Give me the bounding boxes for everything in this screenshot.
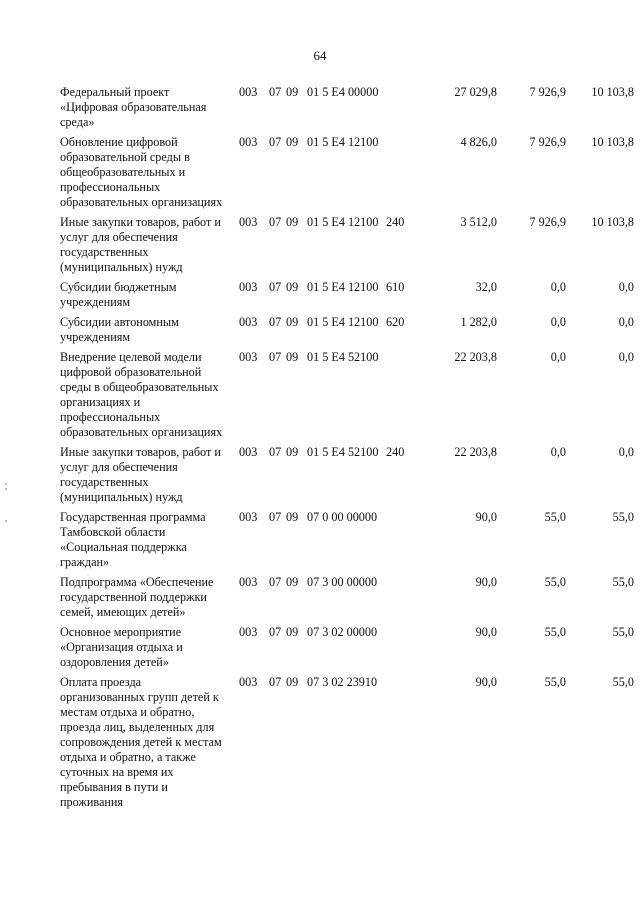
table-row bbox=[60, 445, 634, 505]
ved-code: 003 bbox=[239, 510, 258, 524]
ved-code: 003 bbox=[239, 675, 258, 689]
row-name: Подпрограмма «Обеспечение государственной поддержки семей, имеющих детей» bbox=[60, 575, 214, 619]
amount-year-1: 27 029,8 bbox=[454, 85, 497, 99]
row-name: Внедрение целевой модели цифровой образовательной среды в общеобразовательных организациях и профессиональных образовательных организациях bbox=[60, 350, 223, 439]
table-row bbox=[60, 315, 634, 345]
section-code: 07 bbox=[269, 675, 282, 689]
table-row bbox=[60, 215, 634, 275]
section-code: 07 bbox=[269, 215, 282, 229]
page-number: 64 bbox=[313, 48, 327, 63]
amount-year-3: 0,0 bbox=[618, 445, 634, 459]
target-article-code: 07 3 02 23910 bbox=[307, 675, 378, 689]
amount-year-1: 32,0 bbox=[475, 280, 497, 294]
amount-year-2: 0,0 bbox=[550, 315, 566, 329]
ved-code: 003 bbox=[239, 280, 258, 294]
target-article-code: 01 5 E4 12100 bbox=[307, 280, 379, 294]
amount-year-1: 1 282,0 bbox=[460, 315, 497, 329]
section-code: 07 bbox=[269, 575, 282, 589]
section-code: 07 bbox=[269, 350, 282, 364]
amount-year-2: 0,0 bbox=[550, 280, 566, 294]
ved-code: 003 bbox=[239, 135, 258, 149]
ved-code: 003 bbox=[239, 625, 258, 639]
subsection-code: 09 bbox=[286, 280, 299, 294]
subsection-code: 09 bbox=[286, 625, 299, 639]
table-row bbox=[60, 575, 634, 620]
amount-year-3: 10 103,8 bbox=[591, 135, 634, 149]
section-code: 07 bbox=[269, 280, 282, 294]
table-row bbox=[60, 280, 634, 310]
subsection-code: 09 bbox=[286, 315, 299, 329]
amount-year-2: 0,0 bbox=[550, 445, 566, 459]
row-name: Основное мероприятие «Организация отдыха и оздоровления детей» bbox=[60, 625, 183, 669]
target-article-code: 01 5 E4 12100 bbox=[307, 135, 379, 149]
amount-year-3: 0,0 bbox=[618, 280, 634, 294]
amount-year-1: 90,0 bbox=[475, 675, 497, 689]
amount-year-1: 4 826,0 bbox=[460, 135, 497, 149]
amount-year-1: 90,0 bbox=[475, 625, 497, 639]
subsection-code: 09 bbox=[286, 350, 299, 364]
amount-year-3: 0,0 bbox=[618, 315, 634, 329]
table-row bbox=[60, 85, 634, 130]
amount-year-2: 55,0 bbox=[544, 575, 566, 589]
amount-year-1: 90,0 bbox=[475, 575, 497, 589]
amount-year-3: 55,0 bbox=[612, 510, 634, 524]
subsection-code: 09 bbox=[286, 85, 299, 99]
ved-code: 003 bbox=[239, 315, 258, 329]
table-row bbox=[60, 625, 634, 670]
target-article-code: 07 0 00 00000 bbox=[307, 510, 378, 524]
target-article-code: 01 5 E4 12100 bbox=[307, 315, 379, 329]
table-row bbox=[60, 350, 634, 440]
margin-mark bbox=[5, 483, 7, 485]
table-row bbox=[60, 135, 634, 210]
row-name: Субсидии бюджетным учреждениям bbox=[60, 280, 177, 309]
target-article-code: 07 3 00 00000 bbox=[307, 575, 378, 589]
expense-type-code: 240 bbox=[386, 445, 405, 459]
amount-year-3: 10 103,8 bbox=[591, 215, 634, 229]
amount-year-2: 55,0 bbox=[544, 625, 566, 639]
subsection-code: 09 bbox=[286, 445, 299, 459]
amount-year-3: 55,0 bbox=[612, 625, 634, 639]
ved-code: 003 bbox=[239, 215, 258, 229]
subsection-code: 09 bbox=[286, 510, 299, 524]
amount-year-3: 55,0 bbox=[612, 675, 634, 689]
row-name: Обновление цифровой образовательной среды в общеобразовательных и профессиональных образовательных организациях bbox=[60, 135, 223, 209]
margin-mark bbox=[5, 520, 7, 522]
margin-mark bbox=[5, 488, 7, 490]
subsection-code: 09 bbox=[286, 575, 299, 589]
section-code: 07 bbox=[269, 510, 282, 524]
ved-code: 003 bbox=[239, 445, 258, 459]
amount-year-2: 55,0 bbox=[544, 675, 566, 689]
subsection-code: 09 bbox=[286, 675, 299, 689]
ved-code: 003 bbox=[239, 350, 258, 364]
table-row bbox=[60, 675, 634, 810]
row-name: Иные закупки товаров, работ и услуг для обеспечения государственных (муниципальных) нужд bbox=[60, 215, 221, 274]
target-article-code: 01 5 E4 52100 bbox=[307, 445, 379, 459]
section-code: 07 bbox=[269, 445, 282, 459]
amount-year-1: 90,0 bbox=[475, 510, 497, 524]
amount-year-2: 7 926,9 bbox=[529, 135, 566, 149]
row-name: Государственная программа Тамбовской области «Социальная поддержка граждан» bbox=[60, 510, 206, 569]
amount-year-2: 7 926,9 bbox=[529, 85, 566, 99]
amount-year-1: 22 203,8 bbox=[454, 350, 497, 364]
section-code: 07 bbox=[269, 625, 282, 639]
target-article-code: 01 5 E4 12100 bbox=[307, 215, 379, 229]
amount-year-3: 10 103,8 bbox=[591, 85, 634, 99]
row-name: Иные закупки товаров, работ и услуг для обеспечения государственных (муниципальных) нужд bbox=[60, 445, 221, 504]
table-row bbox=[60, 510, 634, 570]
amount-year-1: 22 203,8 bbox=[454, 445, 497, 459]
row-name: Субсидии автономным учреждениям bbox=[60, 315, 179, 344]
target-article-code: 01 5 E4 00000 bbox=[307, 85, 379, 99]
row-name: Оплата проезда организованных групп детей к местам отдыха и обратно, проезда лиц, выделенных для сопровождения детей к местам отдыха и обратно, а также суточных на время их пребывания в пути и проживания bbox=[60, 675, 222, 809]
subsection-code: 09 bbox=[286, 135, 299, 149]
subsection-code: 09 bbox=[286, 215, 299, 229]
amount-year-3: 55,0 bbox=[612, 575, 634, 589]
ved-code: 003 bbox=[239, 575, 258, 589]
amount-year-2: 55,0 bbox=[544, 510, 566, 524]
amount-year-2: 7 926,9 bbox=[529, 215, 566, 229]
expense-type-code: 620 bbox=[386, 315, 405, 329]
expense-type-code: 610 bbox=[386, 280, 405, 294]
expense-type-code: 240 bbox=[386, 215, 405, 229]
section-code: 07 bbox=[269, 85, 282, 99]
row-name: Федеральный проект «Цифровая образовательная среда» bbox=[60, 85, 207, 129]
amount-year-1: 3 512,0 bbox=[460, 215, 497, 229]
amount-year-3: 0,0 bbox=[618, 350, 634, 364]
target-article-code: 07 3 02 00000 bbox=[307, 625, 378, 639]
ved-code: 003 bbox=[239, 85, 258, 99]
budget-table bbox=[60, 85, 634, 815]
section-code: 07 bbox=[269, 135, 282, 149]
target-article-code: 01 5 E4 52100 bbox=[307, 350, 379, 364]
amount-year-2: 0,0 bbox=[550, 350, 566, 364]
section-code: 07 bbox=[269, 315, 282, 329]
